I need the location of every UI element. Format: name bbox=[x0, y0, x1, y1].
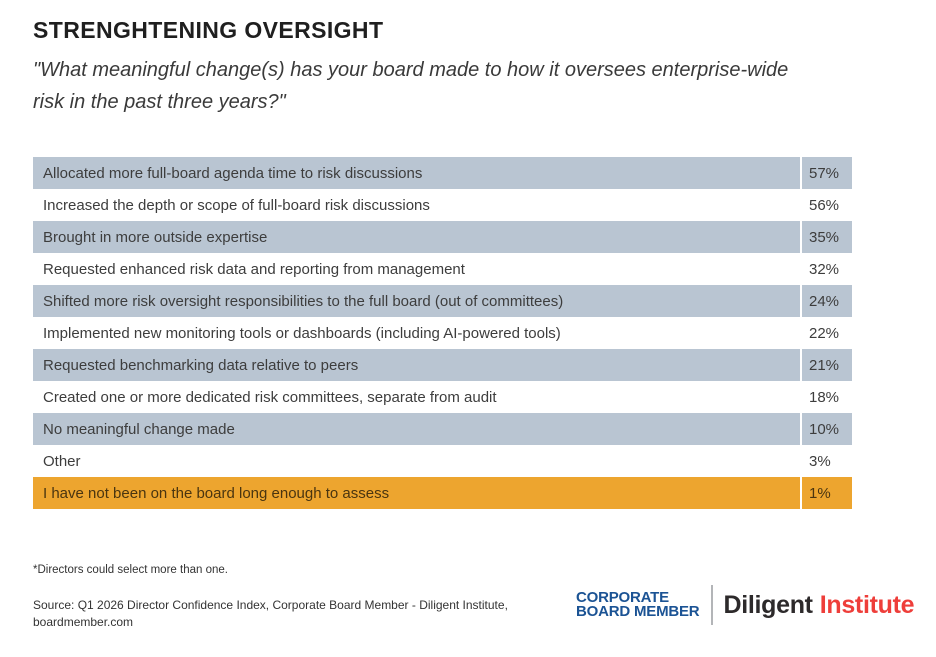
row-label: Requested enhanced risk data and reporting from management bbox=[43, 260, 465, 278]
row-label: I have not been on the board long enough to assess bbox=[33, 477, 800, 509]
results-table bbox=[33, 157, 852, 509]
row-value: 57% bbox=[802, 157, 852, 189]
table-row bbox=[33, 349, 852, 381]
diligent-institute-logo bbox=[723, 591, 914, 620]
source-line-1: Source: Q1 2026 Director Confidence Index, Corporate Board Member - Diligent Institute, bbox=[33, 598, 508, 612]
row-value: 56% bbox=[809, 196, 840, 214]
row-label: No meaningful change made bbox=[33, 413, 800, 445]
page-title: STRENGHTENING OVERSIGHT bbox=[33, 17, 384, 43]
table-row bbox=[33, 285, 852, 317]
table-row bbox=[33, 189, 852, 221]
row-label: Brought in more outside expertise bbox=[33, 221, 800, 253]
table-row bbox=[33, 381, 852, 413]
table-row bbox=[33, 445, 852, 477]
row-label: Implemented new monitoring tools or dashboards (including AI-powered tools) bbox=[43, 324, 561, 342]
row-value: 18% bbox=[809, 388, 840, 406]
source-line-2: boardmember.com bbox=[33, 615, 134, 630]
table-row bbox=[33, 317, 852, 349]
row-label: Shifted more risk oversight responsibilities to the full board (out of committees) bbox=[33, 285, 800, 317]
table-row bbox=[33, 477, 852, 509]
row-value: 1% bbox=[802, 477, 852, 509]
table-row bbox=[33, 221, 852, 253]
cbm-logo-line-2: BOARD MEMBER bbox=[576, 603, 700, 620]
row-label: Increased the depth or scope of full-board risk discussions bbox=[43, 196, 430, 214]
row-value: 24% bbox=[802, 285, 852, 317]
row-label: Allocated more full-board agenda time to risk discussions bbox=[33, 157, 800, 189]
row-label: Created one or more dedicated risk committees, separate from audit bbox=[43, 388, 497, 406]
table-row bbox=[33, 157, 852, 189]
institute-wordmark: Institute bbox=[819, 590, 915, 619]
row-value: 10% bbox=[802, 413, 852, 445]
diligent-wordmark: Diligent bbox=[723, 590, 813, 619]
logo-divider bbox=[711, 585, 713, 625]
survey-question: "What meaningful change(s) has your board made to how it oversees enterprise-wide risk in the past three years?" bbox=[33, 59, 789, 113]
source-attribution bbox=[33, 597, 508, 632]
table-row bbox=[33, 413, 852, 445]
table-row bbox=[33, 253, 852, 285]
row-value: 32% bbox=[809, 260, 840, 278]
row-label: Requested benchmarking data relative to peers bbox=[33, 349, 800, 381]
corporate-board-member-logo bbox=[576, 591, 699, 619]
row-value: 22% bbox=[809, 324, 840, 342]
row-value: 3% bbox=[809, 452, 831, 470]
row-label: Other bbox=[43, 452, 81, 470]
cbm-logo-line-1: CORPORATE bbox=[576, 589, 669, 606]
row-value: 35% bbox=[802, 221, 852, 253]
footnote: *Directors could select more than one. bbox=[33, 564, 228, 576]
row-value: 21% bbox=[802, 349, 852, 381]
logo-block bbox=[576, 585, 914, 625]
